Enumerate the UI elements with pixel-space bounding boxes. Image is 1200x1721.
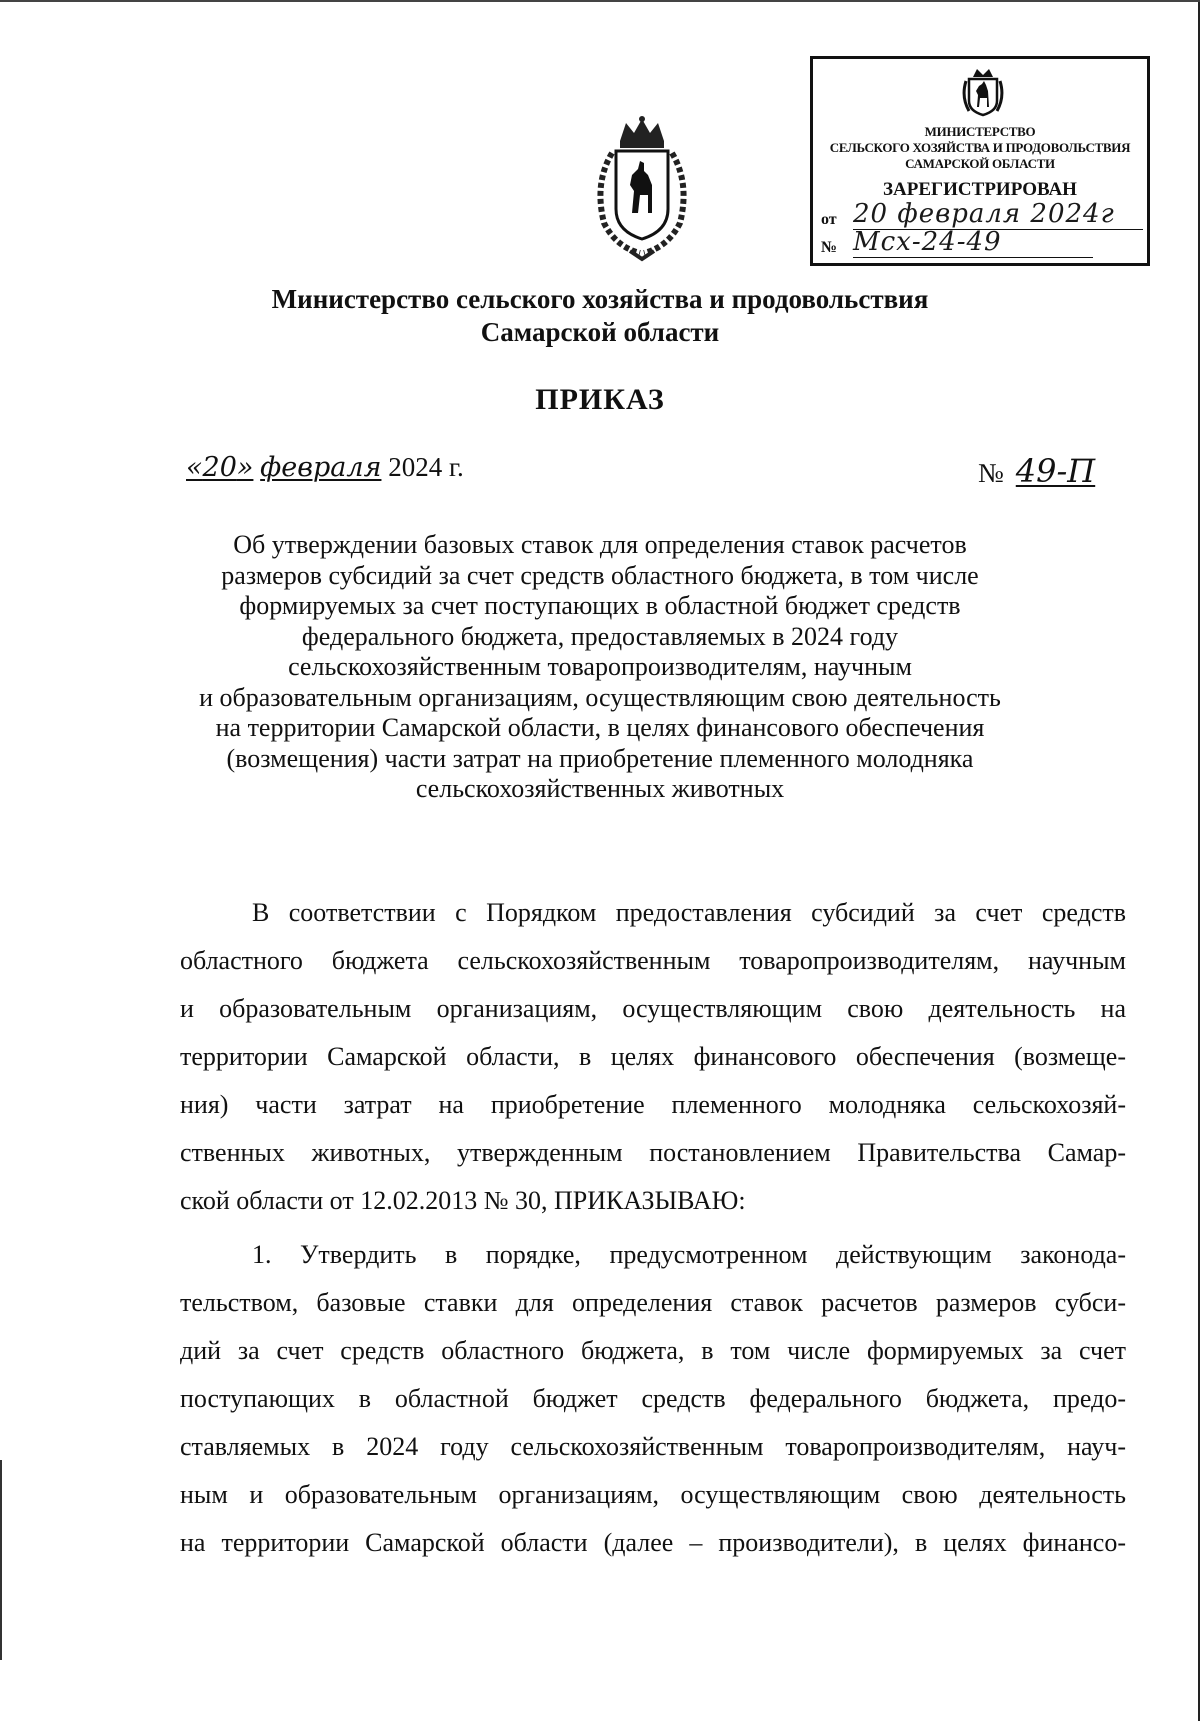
stamp-line-2: СЕЛЬСКОГО ХОЗЯЙСТВА И ПРОДОВОЛЬСТВИЯ	[829, 140, 1131, 155]
body-line: ственных животных, утвержденным постановлением Правительства Самар-	[180, 1138, 1126, 1167]
body-line: ской области от 12.02.2013 № 30, ПРИКАЗЫВАЮ:	[180, 1186, 746, 1215]
stamp-date-label: от	[821, 211, 837, 228]
organization-name	[0, 283, 1200, 349]
stamp-line-1: МИНИСТЕРСТВО	[924, 124, 1036, 139]
order-date-day: 20	[202, 452, 237, 483]
title-line: сельскохозяйственных животных	[415, 774, 785, 803]
stamp-line-3: САМАРСКОЙ ОБЛАСТИ	[905, 156, 1055, 171]
stamp-registered-label: ЗАРЕГИСТРИРОВАН	[883, 179, 1077, 200]
order-number-label: №	[978, 458, 1004, 488]
document-type: ПРИКАЗ	[535, 383, 665, 416]
title-line: сельскохозяйственным товаропроизводителям, научным	[288, 652, 912, 681]
title-line: формируемых за счет поступающих в областной бюджет средств	[239, 591, 961, 620]
title-line: на территории Самарской области, в целях финансового обеспечения	[215, 713, 985, 742]
body-line: В соответствии с Порядком предоставления субсидий за счет средств	[252, 898, 1126, 927]
title-line: (возмещения) части затрат на приобретение племенного молодняка	[226, 743, 974, 773]
stamp-date-value: 20 февраля 2024г	[853, 199, 1143, 230]
stamp-number-row	[821, 239, 837, 257]
scan-edge-top	[0, 0, 1200, 2]
body-line: на территории Самарской области (далее – производители), в целях финансо-	[180, 1528, 1126, 1557]
body-line: областного бюджета сельскохозяйственным товаропроизводителям, научным	[180, 946, 1126, 975]
organization-name-line-1: Министерство сельского хозяйства и продовольствия	[271, 284, 929, 314]
order-date-month: февраля	[260, 452, 382, 483]
stamp-number-value: Мсх-24-49	[853, 227, 1093, 258]
body-line: ным и образовательным организациям, осуществляющим свою деятельность	[180, 1480, 1126, 1509]
coat-of-arms-icon	[582, 113, 702, 263]
scan-edge-left	[0, 1460, 2, 1660]
organization-name-line-2: Самарской области	[480, 317, 720, 347]
body-line: поступающих в областной бюджет средств федерального бюджета, предо-	[180, 1384, 1126, 1413]
stamp-number-label: №	[821, 239, 838, 256]
title-line: Об утверждении базовых ставок для определения ставок расчетов	[233, 530, 967, 559]
title-line: размеров субсидий за счет средств областного бюджета, в том числе	[221, 560, 979, 590]
title-line: и образовательным организациям, осуществляющим свою деятельность	[199, 682, 1001, 712]
body-line: 1. Утвердить в порядке, предусмотренном действующим законода-	[252, 1240, 1126, 1269]
title-line: федерального бюджета, предоставляемых в 2024 году	[301, 621, 899, 651]
body-line: территории Самарской области, в целях финансового обеспечения (возмеще-	[180, 1042, 1126, 1071]
body-line: тельством, базовые ставки для определения ставок расчетов размеров субси-	[180, 1288, 1126, 1317]
stamp-coat-of-arms-icon	[961, 67, 1005, 117]
order-number	[978, 452, 1095, 490]
body-line: ставляемых в 2024 году сельскохозяйственным товаропроизводителям, науч-	[180, 1432, 1126, 1461]
order-date-open: «	[186, 452, 203, 483]
order-date-close: »	[236, 452, 254, 483]
registration-stamp	[810, 56, 1150, 266]
order-number-value: 49-П	[1015, 452, 1096, 490]
stamp-date-row	[821, 211, 837, 229]
order-date-year: 2024 г.	[388, 452, 464, 482]
document-title	[160, 530, 1040, 805]
order-date	[186, 452, 464, 483]
body-line: дий за счет средств областного бюджета, в том числе формируемых за счет	[180, 1336, 1126, 1365]
body-line: ния) части затрат на приобретение племенного молодняка сельскохозяй-	[180, 1090, 1126, 1119]
body-line: и образовательным организациям, осуществляющим свою деятельность на	[180, 994, 1126, 1023]
